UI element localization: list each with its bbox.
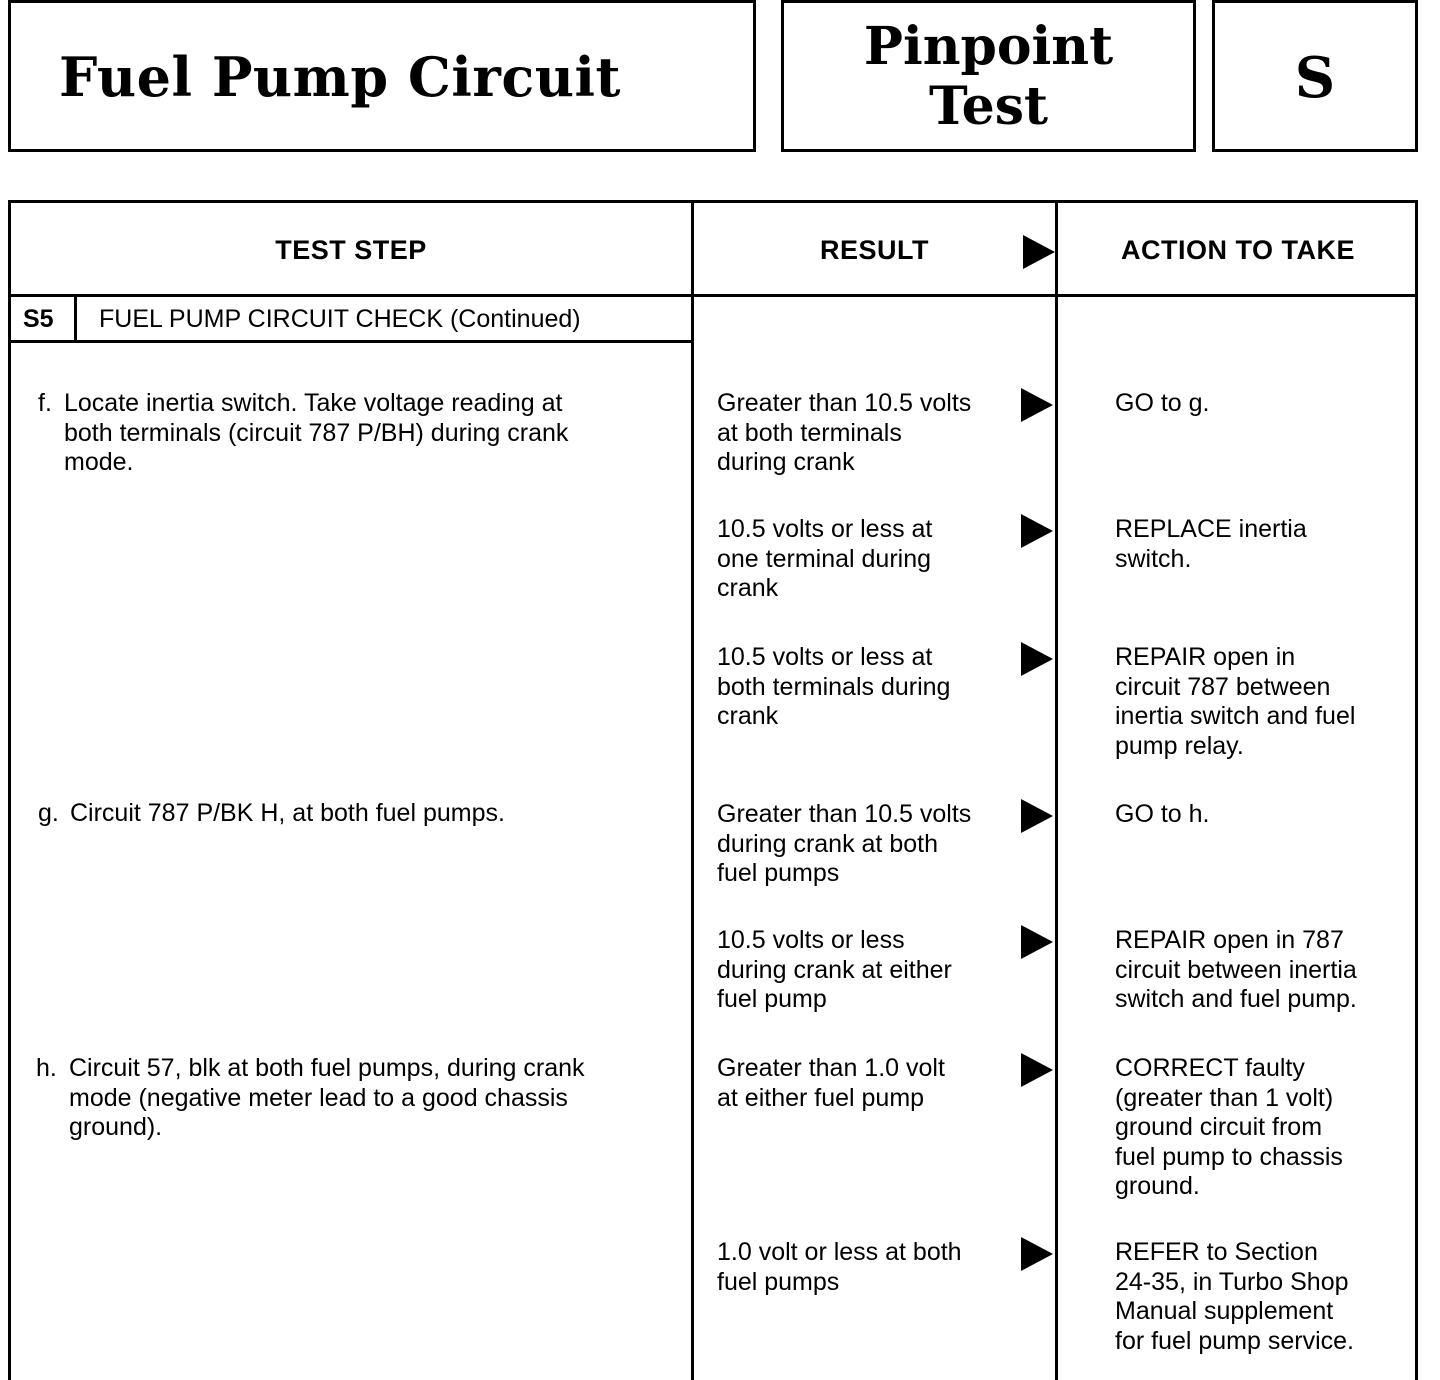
pinpoint-test-box [781, 0, 1196, 152]
result-line: fuel pumps [717, 859, 840, 887]
header-action: ACTION TO TAKE [1121, 235, 1355, 265]
action-line: REPLACE inertia [1115, 515, 1307, 543]
result-line: 1.0 volt or less at both [717, 1238, 962, 1266]
result-arrow-icon [1021, 642, 1053, 676]
action-text [1115, 515, 1307, 574]
action-line: circuit 787 between [1115, 672, 1331, 701]
result-text [717, 800, 971, 889]
action-line: REPAIR open in [1115, 643, 1296, 671]
result-text [717, 389, 971, 478]
action-text [1115, 389, 1209, 419]
test-letter-box [1212, 0, 1418, 152]
step-text [64, 389, 568, 478]
result-line: crank [717, 702, 779, 730]
action-line: inertia switch and fuel [1115, 702, 1356, 730]
result-line: during crank at either [717, 955, 952, 984]
result-line: both terminals during [717, 672, 951, 701]
step-line: mode. [64, 448, 134, 476]
action-line: circuit between inertia [1115, 955, 1357, 984]
result-arrow-icon [1021, 1053, 1053, 1087]
step-line: mode (negative meter lead to a good chassis [69, 1083, 568, 1112]
action-line: Manual supplement [1115, 1297, 1334, 1325]
page-title: Fuel Pump Circuit [59, 45, 621, 109]
action-line: GO to h. [1115, 800, 1210, 828]
step-id: S5 [23, 305, 54, 333]
result-arrow-icon [1021, 514, 1053, 548]
pinpoint-table [8, 200, 1418, 1380]
step-text [70, 799, 505, 829]
step-label: f. [38, 389, 52, 417]
result-line: 10.5 volts or less at [717, 515, 933, 543]
pinpoint-line: Pinpoint [863, 16, 1114, 77]
result-line: one terminal during [717, 544, 932, 573]
result-text [717, 926, 952, 1015]
action-line: fuel pump to chassis [1115, 1142, 1343, 1171]
step-text [69, 1054, 585, 1143]
pinpoint-test-label [784, 17, 1193, 137]
action-line: (greater than 1 volt) [1115, 1083, 1334, 1112]
result-text [717, 1054, 945, 1113]
result-arrow-icon [1021, 388, 1053, 422]
action-text [1115, 643, 1355, 761]
divider-result-action [1055, 203, 1058, 1380]
title-box [8, 0, 756, 152]
action-line: ground circuit from [1115, 1113, 1323, 1141]
test-letter: S [1294, 45, 1336, 111]
result-line: 10.5 volts or less [717, 926, 905, 954]
header-test-step: TEST STEP [275, 235, 427, 265]
step-line: both terminals (circuit 787 P/BH) during crank [64, 418, 569, 447]
header-divider [11, 294, 1415, 297]
step-id-divider [74, 297, 77, 340]
header-result: RESULT [820, 235, 929, 265]
result-line: Greater than 1.0 volt [717, 1054, 945, 1082]
action-line: 24-35, in Turbo Shop [1115, 1267, 1349, 1296]
result-arrow-icon [1021, 1237, 1053, 1271]
result-line: Greater than 10.5 volts [717, 389, 972, 417]
step-line: Circuit 787 P/BK H, at both fuel pumps. [70, 799, 505, 827]
action-line: REFER to Section [1115, 1238, 1318, 1266]
result-line: fuel pumps [717, 1267, 840, 1296]
action-text [1115, 1238, 1354, 1356]
result-line: during crank [717, 448, 855, 476]
divider-step-result [691, 203, 694, 1380]
action-text [1115, 1054, 1343, 1202]
step-line: Locate inertia switch. Take voltage reading at [64, 389, 563, 417]
action-line: CORRECT faulty [1115, 1054, 1305, 1082]
result-text [717, 1238, 962, 1297]
action-text [1115, 926, 1357, 1015]
result-line: 10.5 volts or less at [717, 643, 933, 671]
step-title: FUEL PUMP CIRCUIT CHECK (Continued) [99, 305, 581, 333]
action-line: switch and fuel pump. [1115, 985, 1357, 1013]
step-label: h. [36, 1054, 57, 1082]
result-line: fuel pump [717, 985, 827, 1013]
result-line: at either fuel pump [717, 1083, 925, 1112]
step-line: Circuit 57, blk at both fuel pumps, during crank [69, 1054, 585, 1082]
action-text [1115, 800, 1209, 830]
step-title-divider [11, 340, 694, 343]
test-line: Test [928, 76, 1049, 137]
action-line: GO to g. [1115, 389, 1210, 417]
result-arrow-icon [1021, 925, 1053, 959]
result-line: Greater than 10.5 volts [717, 800, 972, 828]
result-line: during crank at both [717, 829, 938, 858]
header-arrow-icon [1023, 235, 1055, 269]
action-line: switch. [1115, 544, 1192, 573]
action-line: REPAIR open in 787 [1115, 926, 1344, 954]
step-line: ground). [69, 1113, 163, 1141]
result-line: at both terminals [717, 418, 902, 447]
result-arrow-icon [1021, 799, 1053, 833]
action-line: for fuel pump service. [1115, 1326, 1354, 1355]
result-text [717, 643, 950, 732]
action-line: ground. [1115, 1172, 1200, 1200]
action-line: pump relay. [1115, 731, 1244, 760]
step-label: g. [38, 799, 59, 827]
result-line: crank [717, 574, 779, 602]
result-text [717, 515, 932, 604]
